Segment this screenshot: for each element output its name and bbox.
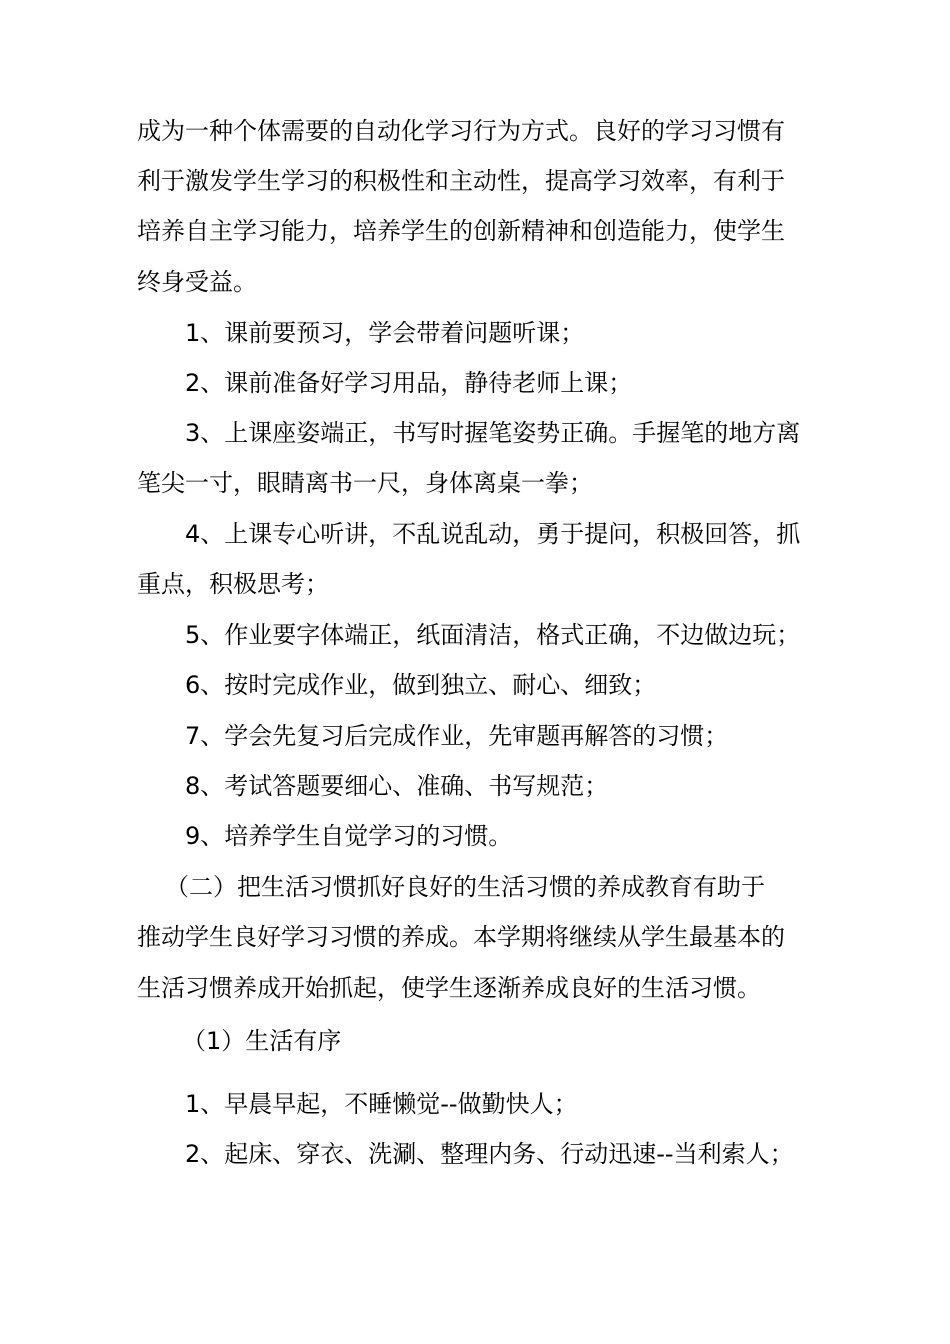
list-item: 5、作业要字体端正，纸面清洁，格式正确，不边做边玩； bbox=[185, 621, 801, 649]
list-item: 4、上课专心听讲，不乱说乱动，勇于提问，积极回答，抓 bbox=[185, 520, 801, 548]
subsection-heading: （1）生活有序 bbox=[182, 1027, 342, 1055]
list-item-continuation: 笔尖一寸，眼睛离书一尺，身体离桌一拳； bbox=[137, 469, 593, 497]
list-item: 1、早晨早起，不睡懒觉--做勤快人； bbox=[185, 1090, 578, 1118]
list-item: 9、培养学生自觉学习的习惯。 bbox=[185, 822, 513, 850]
list-item-continuation: 重点，积极思考； bbox=[137, 570, 329, 598]
paragraph-line: 利于激发学生学习的积极性和主动性，提高学习效率，有利于 bbox=[137, 167, 785, 195]
list-item: 2、课前准备好学习用品，静待老师上课； bbox=[185, 369, 633, 397]
list-item: 8、考试答题要细心、准确、书写规范； bbox=[185, 772, 609, 800]
paragraph-line: 推动学生良好学习习惯的养成。本学期将继续从学生最基本的 bbox=[137, 923, 785, 951]
list-item: 6、按时完成作业，做到独立、耐心、细致； bbox=[185, 671, 657, 699]
list-item: 1、课前要预习，学会带着问题听课； bbox=[185, 319, 585, 347]
paragraph-line: 培养自主学习能力，培养学生的创新精神和创造能力，使学生 bbox=[137, 217, 785, 245]
paragraph-line: 终身受益。 bbox=[137, 268, 257, 296]
paragraph-line: 生活习惯养成开始抓起，使学生逐渐养成良好的生活习惯。 bbox=[137, 974, 761, 1002]
paragraph-line: 成为一种个体需要的自动化学习行为方式。良好的学习习惯有 bbox=[137, 117, 785, 145]
list-item: 7、学会先复习后完成作业，先审题再解答的习惯； bbox=[185, 722, 729, 750]
list-item: 2、起床、穿衣、洗涮、整理内务、行动迅速--当利索人； bbox=[185, 1140, 794, 1168]
section-heading: （二）把生活习惯抓好良好的生活习惯的养成教育有助于 bbox=[165, 873, 765, 901]
list-item: 3、上课座姿端正，书写时握笔姿势正确。手握笔的地方离 bbox=[185, 419, 801, 447]
